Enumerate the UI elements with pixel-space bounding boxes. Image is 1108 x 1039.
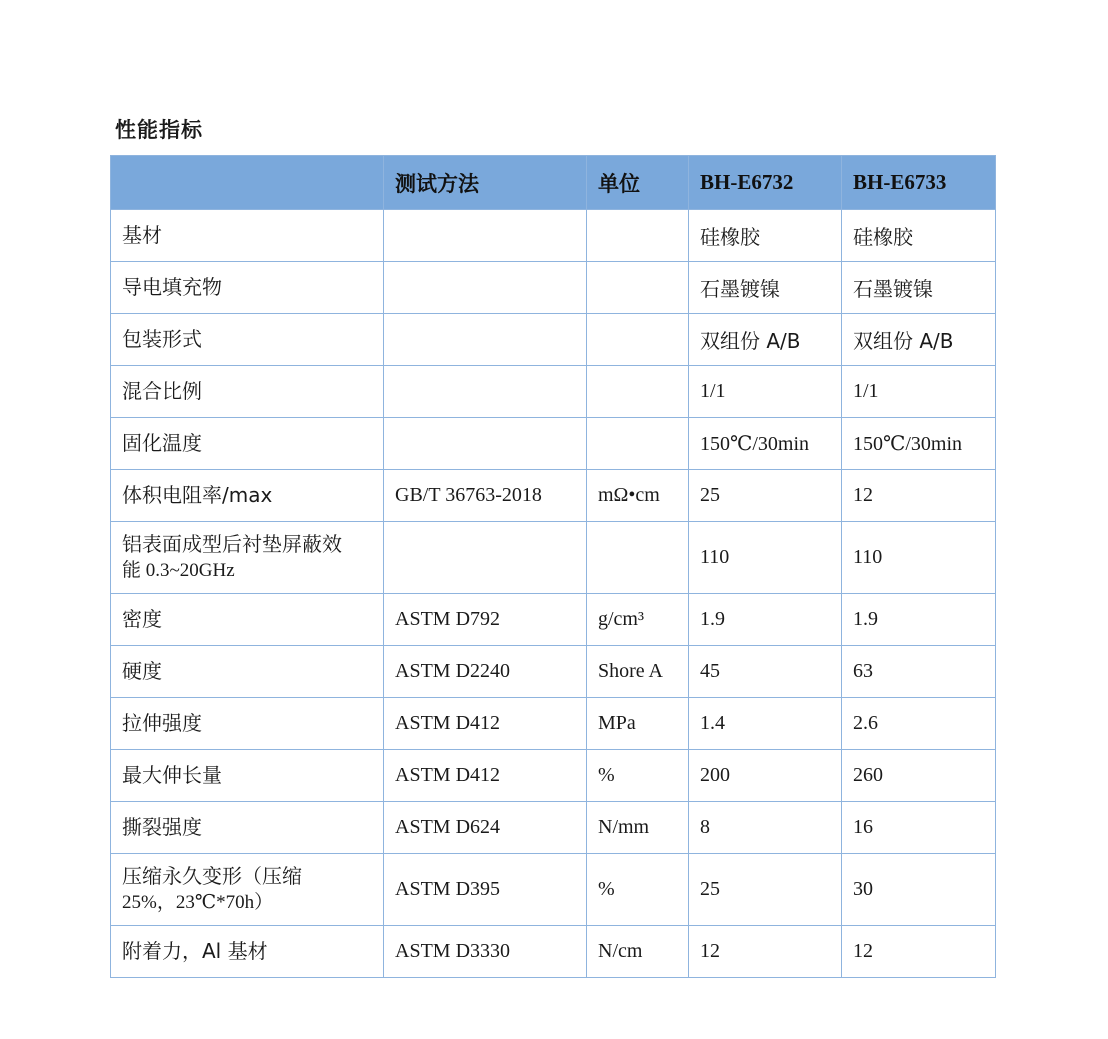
cell-unit: Shore A: [587, 646, 689, 698]
cell-unit: %: [587, 854, 689, 926]
cell-bh-e6732: 12: [689, 926, 842, 978]
cell-property: [111, 802, 384, 854]
cell-bh-e6732: 1.9: [689, 594, 842, 646]
property-note: 25%，23℃*70h）: [122, 892, 274, 914]
cell-bh-e6733: 双组份 A/B: [842, 314, 996, 366]
cell-bh-e6733: 150℃/30min: [842, 418, 996, 470]
cell-bh-e6733: 63: [842, 646, 996, 698]
cell-property: [111, 210, 384, 262]
performance-spec-table: [110, 155, 996, 978]
cell-bh-e6733: 2.6: [842, 698, 996, 750]
property-label: 铝表面成型后衬垫屏蔽效: [122, 532, 342, 557]
property-label: 密度: [122, 607, 162, 631]
cell-property: [111, 926, 384, 978]
property-label: 撕裂强度: [122, 815, 202, 839]
cell-unit: [587, 314, 689, 366]
cell-property: [111, 262, 384, 314]
cell-bh-e6732: 8: [689, 802, 842, 854]
cell-test-method: [384, 262, 587, 314]
cell-property: [111, 366, 384, 418]
cell-test-method: [384, 210, 587, 262]
cell-property: [111, 854, 384, 926]
cell-bh-e6733: 1/1: [842, 366, 996, 418]
cell-test-method: ASTM D3330: [384, 926, 587, 978]
header-bh-e6732: BH-E6732: [689, 156, 842, 210]
cell-property: [111, 522, 384, 594]
header-unit: 单位: [587, 156, 689, 210]
header-property: [111, 156, 384, 210]
cell-property: [111, 594, 384, 646]
table-row: [111, 646, 996, 698]
header-test-method: 测试方法: [384, 156, 587, 210]
property-label: 基材: [122, 223, 162, 247]
cell-test-method: ASTM D412: [384, 698, 587, 750]
cell-bh-e6733: 260: [842, 750, 996, 802]
table-row: [111, 210, 996, 262]
cell-property: [111, 698, 384, 750]
cell-test-method: ASTM D792: [384, 594, 587, 646]
cell-unit: g/cm³: [587, 594, 689, 646]
cell-bh-e6733: 1.9: [842, 594, 996, 646]
cell-test-method: GB/T 36763-2018: [384, 470, 587, 522]
cell-property: [111, 314, 384, 366]
table-header-row: [111, 156, 996, 210]
table-row: [111, 698, 996, 750]
cell-unit: [587, 210, 689, 262]
cell-bh-e6733: 12: [842, 470, 996, 522]
cell-property: [111, 470, 384, 522]
cell-bh-e6732: 双组份 A/B: [689, 314, 842, 366]
table-row: [111, 314, 996, 366]
cell-unit: [587, 366, 689, 418]
header-bh-e6733: BH-E6733: [842, 156, 996, 210]
cell-unit: [587, 418, 689, 470]
cell-test-method: ASTM D412: [384, 750, 587, 802]
table-row: [111, 366, 996, 418]
cell-bh-e6733: 石墨镀镍: [842, 262, 996, 314]
cell-bh-e6732: 200: [689, 750, 842, 802]
cell-bh-e6733: 30: [842, 854, 996, 926]
property-label: 附着力，Al 基材: [122, 939, 268, 963]
cell-unit: N/mm: [587, 802, 689, 854]
table-row: [111, 262, 996, 314]
property-label: 硬度: [122, 659, 162, 683]
cell-unit: [587, 262, 689, 314]
cell-test-method: [384, 366, 587, 418]
table-row: [111, 926, 996, 978]
cell-unit: [587, 522, 689, 594]
cell-test-method: ASTM D395: [384, 854, 587, 926]
cell-property: [111, 418, 384, 470]
cell-bh-e6732: 1/1: [689, 366, 842, 418]
table-row: [111, 470, 996, 522]
property-label: 混合比例: [122, 379, 202, 403]
property-label: 压缩永久变形（压缩: [122, 864, 302, 889]
cell-property: [111, 750, 384, 802]
cell-bh-e6732: 硅橡胶: [689, 210, 842, 262]
table-row: [111, 418, 996, 470]
cell-unit: N/cm: [587, 926, 689, 978]
cell-unit: mΩ•cm: [587, 470, 689, 522]
cell-bh-e6732: 110: [689, 522, 842, 594]
cell-bh-e6732: 25: [689, 470, 842, 522]
cell-test-method: [384, 522, 587, 594]
table-row: [111, 594, 996, 646]
cell-test-method: ASTM D2240: [384, 646, 587, 698]
cell-bh-e6732: 45: [689, 646, 842, 698]
cell-bh-e6732: 25: [689, 854, 842, 926]
cell-bh-e6732: 150℃/30min: [689, 418, 842, 470]
property-note: 能 0.3~20GHz: [122, 560, 235, 582]
cell-property: [111, 646, 384, 698]
property-label: 导电填充物: [122, 275, 222, 299]
cell-test-method: ASTM D624: [384, 802, 587, 854]
cell-test-method: [384, 314, 587, 366]
table-row: [111, 522, 996, 594]
table-body: [111, 210, 996, 978]
cell-test-method: [384, 418, 587, 470]
table-row: [111, 750, 996, 802]
property-label: 最大伸长量: [122, 763, 222, 787]
cell-bh-e6733: 硅橡胶: [842, 210, 996, 262]
property-label: 体积电阻率/max: [122, 483, 273, 507]
property-label: 包装形式: [122, 327, 202, 351]
section-title: 性能指标: [115, 118, 203, 142]
cell-bh-e6733: 110: [842, 522, 996, 594]
property-label: 固化温度: [122, 431, 202, 455]
table-row: [111, 854, 996, 926]
cell-bh-e6733: 12: [842, 926, 996, 978]
property-label: 拉伸强度: [122, 711, 202, 735]
cell-unit: %: [587, 750, 689, 802]
cell-bh-e6733: 16: [842, 802, 996, 854]
table-row: [111, 802, 996, 854]
cell-unit: MPa: [587, 698, 689, 750]
cell-bh-e6732: 1.4: [689, 698, 842, 750]
cell-bh-e6732: 石墨镀镍: [689, 262, 842, 314]
